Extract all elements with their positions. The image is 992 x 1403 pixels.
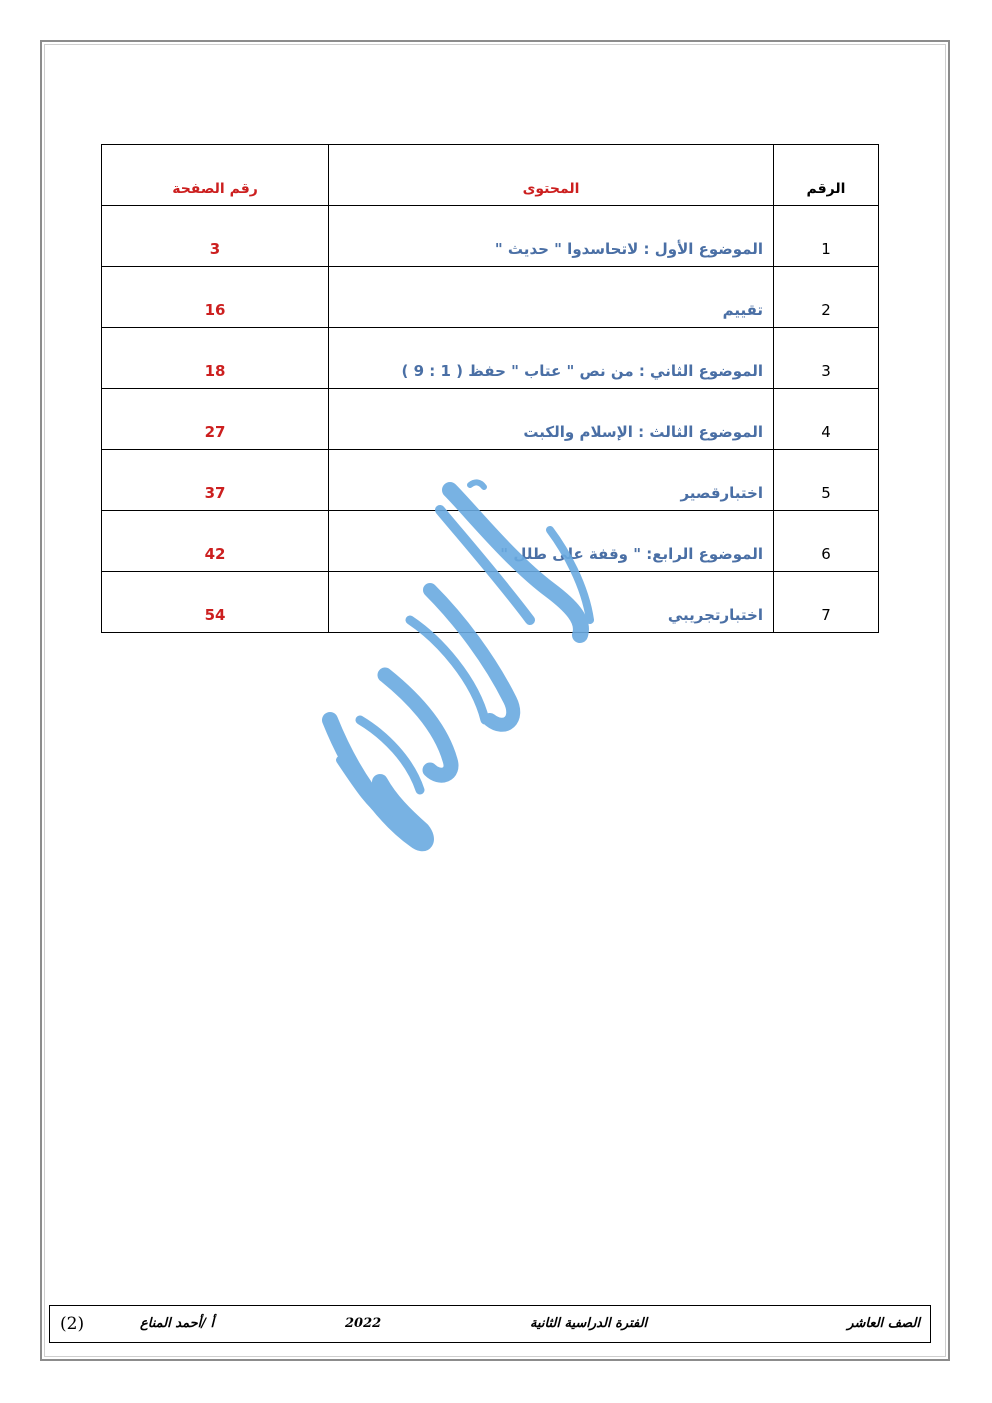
footer-teacher: أ /أحمد المناع [140, 1316, 215, 1331]
row-content: الموضوع الأول : لاتحاسدوا " حديث " [329, 206, 774, 267]
footer-year: 2022 [345, 1316, 382, 1331]
table-row [102, 389, 879, 450]
row-page: 27 [102, 389, 329, 450]
row-content: اختبارقصير [329, 450, 774, 511]
page-footer [49, 1305, 931, 1343]
table-row [102, 267, 879, 328]
footer-page-number: (2) [60, 1314, 85, 1334]
header-content: المحتوى [329, 145, 774, 206]
row-number: 2 [774, 267, 879, 328]
row-page: 37 [102, 450, 329, 511]
row-page: 54 [102, 572, 329, 633]
row-number: 4 [774, 389, 879, 450]
header-number: الرقم [774, 145, 879, 206]
row-content: اختبارتجريبي [329, 572, 774, 633]
row-number: 3 [774, 328, 879, 389]
footer-grade: الصف العاشر [847, 1316, 920, 1331]
row-page: 42 [102, 511, 329, 572]
table-row [102, 328, 879, 389]
row-content: الموضوع الثاني : من نص " عتاب " حفظ ( 1 : 9 ) [329, 328, 774, 389]
row-number: 1 [774, 206, 879, 267]
row-page: 3 [102, 206, 329, 267]
row-number: 7 [774, 572, 879, 633]
row-page: 18 [102, 328, 329, 389]
row-content: تقييم [329, 267, 774, 328]
row-content: الموضوع الثالث : الإسلام والكبت [329, 389, 774, 450]
header-page: رقم الصفحة [102, 145, 329, 206]
table-row [102, 206, 879, 267]
row-content: الموضوع الرابع: " وقفة على طلل " [329, 511, 774, 572]
row-number: 5 [774, 450, 879, 511]
signature-watermark [300, 470, 620, 870]
row-page: 16 [102, 267, 329, 328]
footer-term: الفترة الدراسية الثانية [530, 1316, 648, 1331]
row-number: 6 [774, 511, 879, 572]
table-header-row [102, 145, 879, 206]
